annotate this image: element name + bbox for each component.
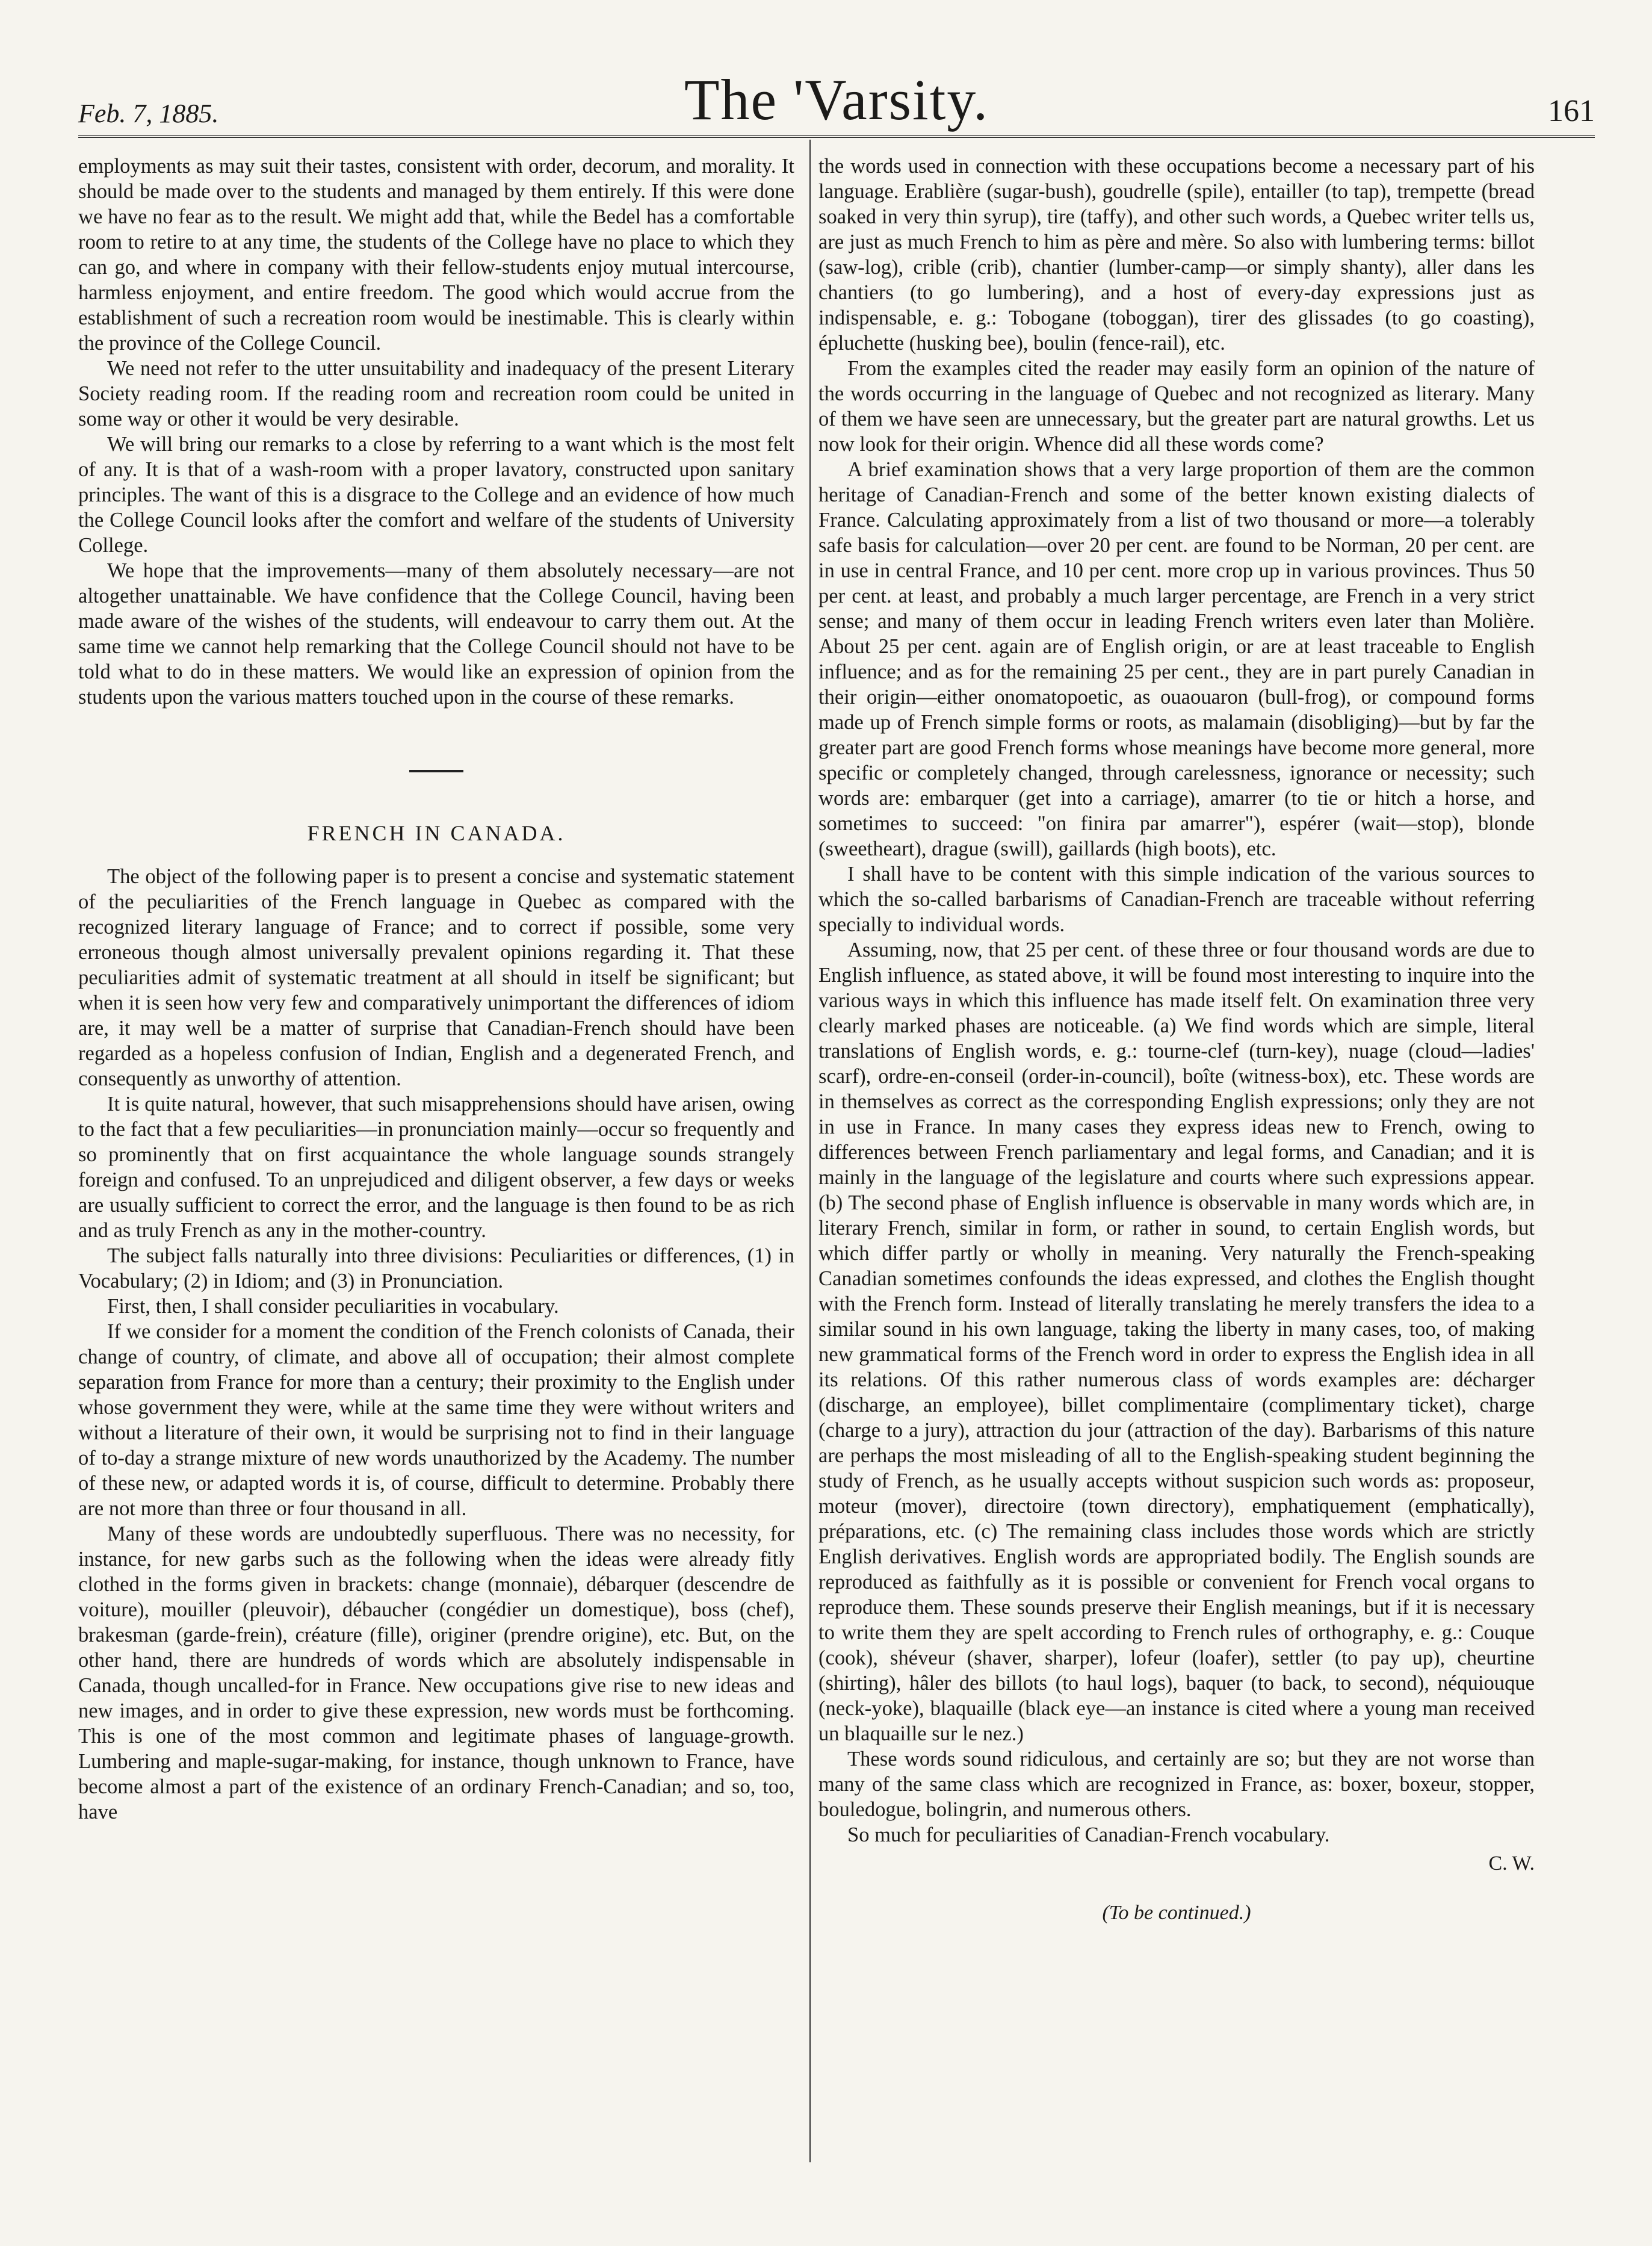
paragraph: It is quite natural, however, that such misapprehensions should have arisen, owing to the fact that a few peculiarities—in pronunciation mainly—occur so frequently and so prominently that on first acquaintance the whole language sounds strangely foreign and confused. To an unprejudiced and diligent observer, a few days or weeks are usually sufficient to correct the error, and the language is then found to be as rich and as truly French as any in the mother-country. <box>78 1093 794 1242</box>
section-divider <box>409 770 463 772</box>
paragraph: First, then, I shall consider peculiarities in vocabulary. <box>107 1295 559 1318</box>
left-column <box>78 154 794 1825</box>
paragraph: We will bring our remarks to a close by referring to a want which is the most felt of any. It is that of a wash-room with a proper lavatory, constructed upon sanitary principles. The want of this is a disgrace to the College and an evidence of how much the College Council looks after the comfort and welfare of the students of University College. <box>78 433 794 557</box>
column-rule <box>809 140 811 2162</box>
newspaper-title: The 'Varsity. <box>684 67 989 132</box>
paragraph: I shall have to be content with this simple indication of the various sources to which the so-called barbarisms of Canadian-French are traceable without referring specially to individual words. <box>818 863 1535 936</box>
paragraph: Assuming, now, that 25 per cent. of these three or four thousand words are due to English influence, as stated above, it will be found most interesting to inquire into the various ways in which this influence has made itself felt. On examination three very clearly marked phases are noticeable. (a) We find words which are simple, literal translations of English words, e. g.: tourne-clef (turn-key), nuage (cloud—ladies' scarf), ordre-en-conseil (order-in-council), boîte (witness-box), etc. These words are in themselves as correct as the corresponding English expressions; only they are not in use in France. In many cases they express ideas new to French, owing to differences between French parliamentary and legal forms, and Canadian; and it is mainly in the language of the legislature and courts where such expressions appear. (b) The second phase of English influence is observable in many words which are, in literary French, similar in form, or rather in sound, to certain English words, but which differ partly or wholly in meaning. Very naturally the French-speaking Canadian sometimes confounds the ideas expressed, and clothes the English thought with the French form. Instead of literally translating he merely transfers the idea to a similar sound in his own language, taking the liberty in many cases, too, of making new grammatical forms of the French word in order to express the English idea in all its relations. Of this rather numerous class of words examples are: décharger (discharge, an employee), billet complimentaire (complimentary ticket), charge (charge to a jury), attraction du jour (attraction of the day). Barbarisms of this nature are perhaps the most misleading of all to the English-speaking student beginning the study of French, as he usually accepts without suspicion such words as: proposeur, moteur (mover), directoire (town directory), emphatiquement (emphatically), préparations, etc. (c) The remaining class includes those words which are strictly English derivatives. English words are appropriated bodily. The English sounds are reproduced as faithfully as it is possible or convenient for French vocal organs to reproduce them. These sounds preserve their English meanings, but if it is necessary to write them they are spelt according to French rules of orthography, e. g.: Couque (cook), shéveur (shaver, sharper), lofeur (loafer), settler (to pay up), cheurtine (shirting), hâler des billots (to haul logs), baquer (to back, to second), néquiouque (neck-yoke), blaquaille (black eye—an instance is cited where a young man received un blaquaille sur le nez.) <box>818 938 1535 1745</box>
paragraph: We hope that the improvements—many of them absolutely necessary—are not altogether unattainable. We have confidence that the College Council, having been made aware of the wishes of the students, will endeavour to carry them out. At the same time we cannot help remarking that the College Council should not have to be told what to do in these matters. We would like an expression of opinion from the students upon the various matters touched upon in the course of these remarks. <box>78 559 794 709</box>
paragraph: The object of the following paper is to present a concise and systematic statement of the peculiarities of the French language in Quebec as compared with the recognized literary language of France; and to correct if possible, some very erroneous though almost universally prevalent opinions regarding it. That these peculiarities admit of systematic treatment at all should in itself be significant; but when it is seen how very few and comparatively unimportant the differences of idiom are, it may well be a matter of surprise that Canadian-French should have been regarded as a hopeless confusion of Indian, English and a degenerated French, and consequently as unworthy of attention. <box>78 865 794 1090</box>
paragraph: We need not refer to the utter unsuitability and inadequacy of the present Literary Society reading room. If the reading room and recreation room could be united in some way or other it would be very desirable. <box>78 357 794 430</box>
paragraph: So much for peculiarities of Canadian-French vocabulary. <box>847 1823 1330 1846</box>
article-heading: FRENCH IN CANADA. <box>307 821 566 845</box>
author-signature: C. W. <box>1488 1852 1535 1875</box>
right-column <box>818 154 1535 1926</box>
paragraph: If we consider for a moment the condition of the French colonists of Canada, their change of country, of climate, and above all of occupation; their almost complete separation from France for more than a century; their proximity to the English under whose government they were, while at the same time they were without writers and without a literature of their own, it would be surprising not to find in their language of to-day a strange mixture of new words unauthorized by the Academy. The number of these new, or adapted words it is, of course, difficult to determine. Probably there are not more than three or four thousand in all. <box>78 1320 794 1520</box>
paragraph: the words used in connection with these occupations become a necessary part of his language. Erablière (sugar-bush), goudrelle (spile), entailler (to tap), trempette (bread soaked in very thin syrup), tire (taffy), and other such words, a Quebec writer tells us, are just as much French to him as père and mère. So also with lumbering terms: billot (saw-log), crible (crib), chantier (lumber-camp—or simply shanty), aller dans les chantiers (to go lumbering), and a host of every-day expressions just as indispensable, e. g.: Tobogane (toboggan), tirer des glissades (to go coasting), épluchette (husking bee), boulin (fence-rail), etc. <box>818 155 1535 355</box>
paragraph: These words sound ridiculous, and certainly are so; but they are not worse than many of the same class which are recognized in France, as: boxer, boxeur, stopper, bouledogue, bolingrin, and numerous others. <box>818 1748 1535 1821</box>
header-rule <box>78 135 1595 138</box>
masthead <box>78 66 1595 132</box>
paragraph: employments as may suit their tastes, consistent with order, decorum, and morality. It should be made over to the students and managed by them entirely. If this were done we have no fear as to the result. We might add that, while the Bedel has a comfortable room to retire to at any time, the students of the College have no place to which they can go, and where in company with their fellow-students enjoy mutual intercourse, harmless enjoyment, and entire freedom. The good which would accrue from the establishment of such a recreation room would be inestimable. This is clearly within the province of the College Council. <box>78 155 794 355</box>
paragraph: Many of these words are undoubtedly superfluous. There was no necessity, for instance, for new garbs such as the following when the ideas were already fitly clothed in the forms given in brackets: change (monnaie), débarquer (descendre de voiture), mouiller (pleuvoir), débaucher (congédier un domestique), boss (chef), brakesman (garde-frein), créature (fille), originer (prendre origine), etc. But, on the other hand, there are hundreds of words which are absolutely indispensable in Canada, though uncalled-for in France. New occupations give rise to new ideas and new images, and in order to give these expression, new words must be forthcoming. This is one of the most common and legitimate phases of language-growth. Lumbering and maple-sugar-making, for instance, though unknown to France, have become almost a part of the existence of an ordinary French-Canadian; and so, too, have <box>78 1522 794 1823</box>
continued-note: (To be continued.) <box>1102 1902 1251 1924</box>
paragraph: The subject falls naturally into three divisions: Peculiarities or differences, (1) in Vocabulary; (2) in Idiom; and (3) in Pronunciation. <box>78 1244 794 1292</box>
paragraph: From the examples cited the reader may easily form an opinion of the nature of the words occurring in the language of Quebec and not recognized as literary. Many of them we have seen are unnecessary, but the greater part are natural growths. Let us now look for their origin. Whence did all these words come? <box>818 357 1535 456</box>
issue-date: Feb. 7, 1885. <box>78 99 219 128</box>
page-number: 161 <box>1548 94 1595 128</box>
paragraph: A brief examination shows that a very large proportion of them are the common heritage of Canadian-French and some of the better known existing dialects of France. Calculating approximately from a list of two thousand or more—a tolerably safe basis for calculation—over 20 per cent. are found to be Norman, 20 per cent. are in use in central France, and 10 per cent. more crop up in various provinces. Thus 50 per cent. at least, and probably a much larger percentage, are French in a very strict sense; and many of them occur in leading French writers even later than Molière. About 25 per cent. again are of English origin, or are at least traceable to English influence; and as for the remaining 25 per cent., they are in part purely Canadian in their origin—either onomatopoetic, as ouaouaron (bull-frog), or compound forms made up of French simple forms or roots, as malamain (disobliging)—but by far the greater part are good French forms whose meanings have become more general, more specific or completely changed, through carelessness, ignorance or necessity; such words are: embarquer (get into a carriage), amarrer (to tie or hitch a horse, and sometimes to succeed: "on finira par amarrer"), espérer (wait—stop), blonde (sweetheart), drague (swill), gaillards (high boots), etc. <box>818 458 1535 860</box>
